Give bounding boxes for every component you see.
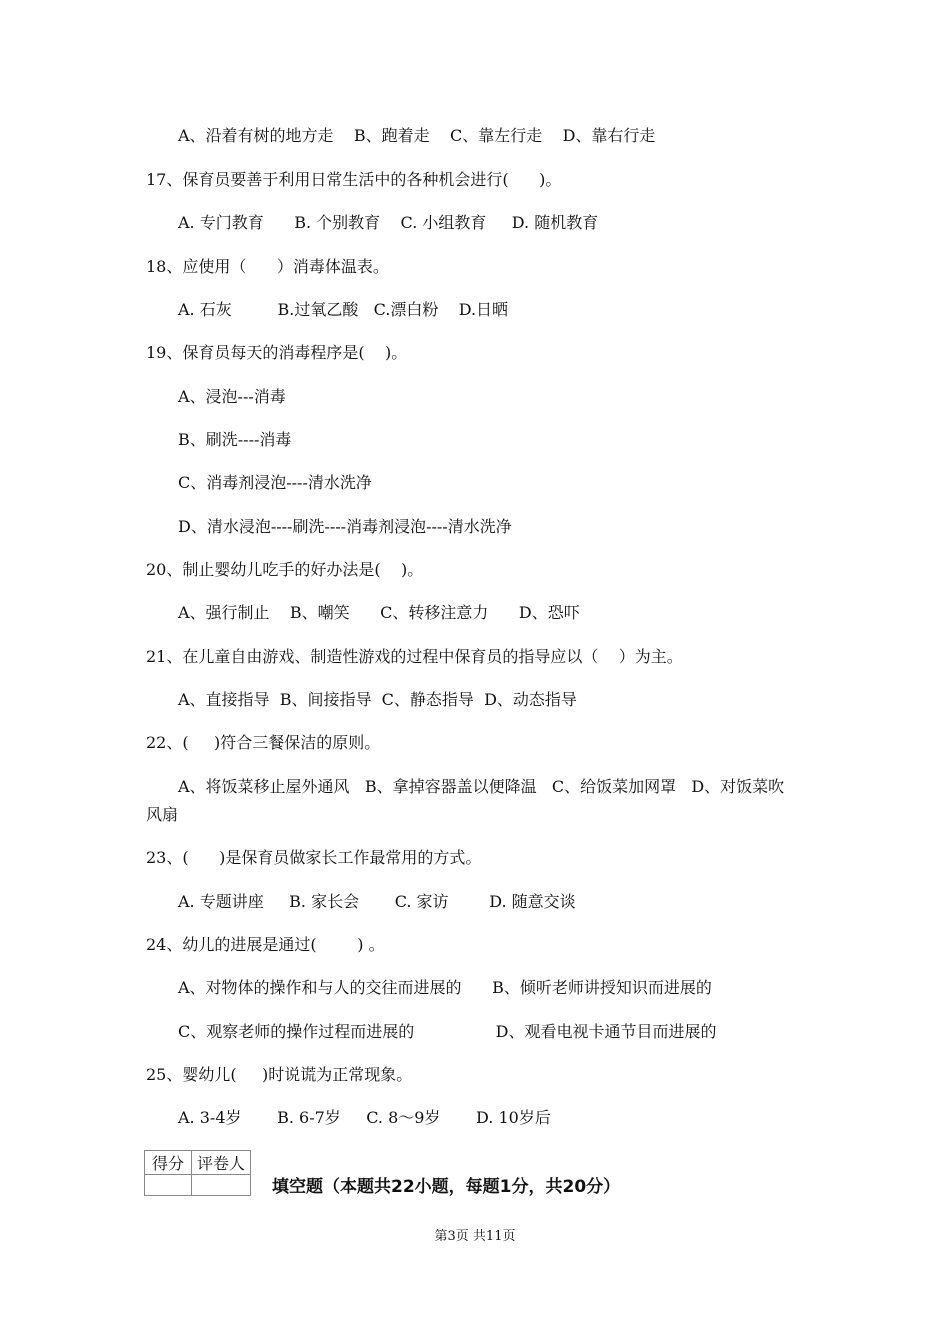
question-23: 23、( )是保育员做家长工作最常用的方式。 — [146, 848, 482, 867]
q20-options: A、强行制止 B、嘲笑 C、转移注意力 D、恐吓 — [178, 603, 580, 622]
question-19: 19、保育员每天的消毒程序是( )。 — [146, 343, 408, 362]
q25-options: A. 3-4岁 B. 6-7岁 C. 8～9岁 D. 10岁后 — [178, 1108, 551, 1127]
section-title: 填空题（本题共22小题，每题1分，共20分） — [272, 1177, 621, 1197]
q22-options-line1: A、将饭菜移止屋外通风 B、拿掉容器盖以便降温 C、给饭菜加网罩 D、对饭菜吹 — [178, 777, 785, 796]
score-table — [144, 1150, 251, 1196]
question-18: 18、应使用（ ）消毒体温表。 — [146, 257, 389, 276]
question-17: 17、保育员要善于利用日常生活中的各种机会进行( )。 — [146, 170, 562, 189]
q17-options: A. 专门教育 B. 个别教育 C. 小组教育 D. 随机教育 — [178, 213, 599, 232]
q19-option-d: D、清水浸泡----刷洗----消毒剂浸泡----清水洗净 — [178, 517, 512, 536]
question-21: 21、在儿童自由游戏、制造性游戏的过程中保育员的指导应以（ ）为主。 — [146, 647, 683, 666]
q19-option-b: B、刷洗----消毒 — [178, 430, 292, 449]
q24-options-line1: A、对物体的操作和与人的交往而进展的 B、倾听老师讲授知识而进展的 — [178, 978, 712, 997]
question-25: 25、婴幼儿( )时说谎为正常现象。 — [146, 1065, 413, 1084]
question-22: 22、( )符合三餐保洁的原则。 — [146, 733, 381, 752]
grader-cell — [192, 1175, 251, 1196]
grader-header: 评卷人 — [192, 1151, 251, 1175]
q16-options: A、沿着有树的地方走 B、跑着走 C、靠左行走 D、靠右行走 — [178, 126, 656, 145]
question-24: 24、幼儿的进展是通过( ) 。 — [146, 935, 385, 954]
q21-options: A、直接指导 B、间接指导 C、静态指导 D、动态指导 — [178, 690, 577, 709]
score-header: 得分 — [145, 1151, 192, 1175]
q19-option-c: C、消毒剂浸泡----清水洗净 — [178, 473, 372, 492]
q18-options: A. 石灰 B.过氧乙酸 C.漂白粉 D.日晒 — [178, 300, 509, 319]
q24-options-line2: C、观察老师的操作过程而进展的 D、观看电视卡通节目而进展的 — [178, 1022, 717, 1041]
q23-options: A. 专题讲座 B. 家长会 C. 家访 D. 随意交谈 — [178, 892, 576, 911]
score-cell — [145, 1175, 192, 1196]
q19-option-a: A、浸泡---消毒 — [178, 387, 286, 406]
q22-options-line2: 风扇 — [146, 805, 179, 824]
page-footer: 第3页 共11页 — [434, 1229, 516, 1244]
question-20: 20、制止婴幼儿吃手的好办法是( )。 — [146, 560, 424, 579]
